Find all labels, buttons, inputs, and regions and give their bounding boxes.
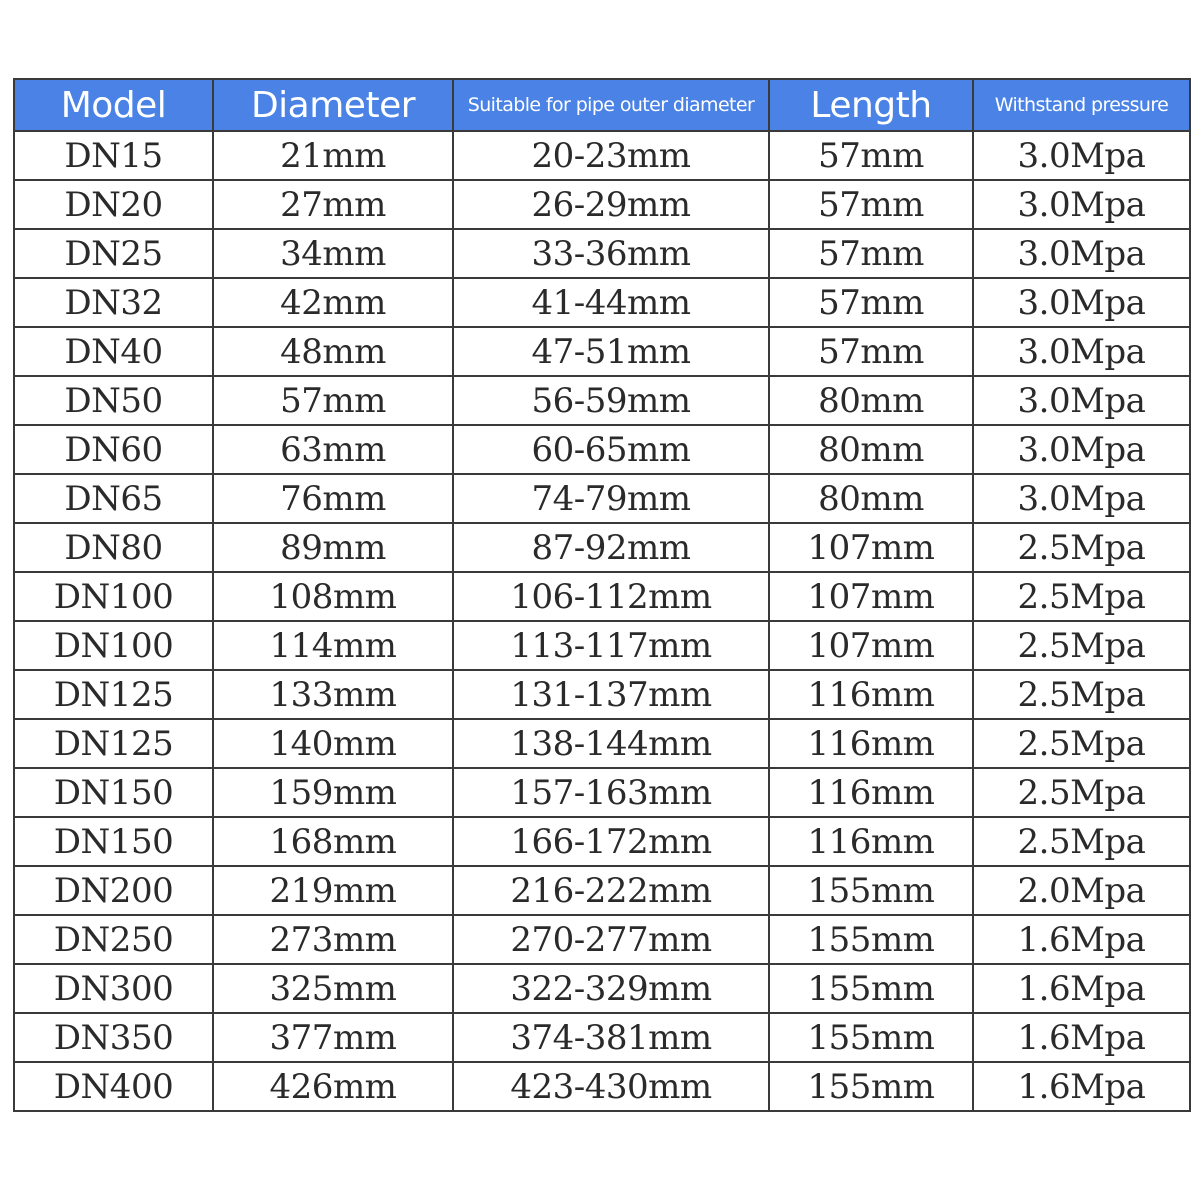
suitable-diameter-cell: 166-172mm [453,817,769,866]
pressure-cell: 3.0Mpa [973,278,1190,327]
diameter-cell: 76mm [213,474,453,523]
length-cell: 155mm [769,1062,973,1111]
pressure-cell: 1.6Mpa [973,915,1190,964]
length-cell: 107mm [769,621,973,670]
suitable-diameter-cell: 138-144mm [453,719,769,768]
pressure-cell: 2.5Mpa [973,817,1190,866]
pressure-cell: 3.0Mpa [973,131,1190,180]
table-row [14,327,1190,376]
length-cell: 80mm [769,474,973,523]
suitable-diameter-cell: 47-51mm [453,327,769,376]
pressure-cell: 2.5Mpa [973,523,1190,572]
length-cell: 107mm [769,572,973,621]
diameter-cell: 325mm [213,964,453,1013]
pressure-cell: 2.5Mpa [973,768,1190,817]
length-cell: 155mm [769,866,973,915]
suitable-diameter-cell: 113-117mm [453,621,769,670]
table-row [14,621,1190,670]
header-length: Length [769,79,973,131]
length-cell: 80mm [769,376,973,425]
table-row [14,1013,1190,1062]
model-cell: DN150 [14,768,213,817]
header-withstand-pressure: Withstand pressure [973,79,1190,131]
table-row [14,768,1190,817]
length-cell: 116mm [769,719,973,768]
suitable-diameter-cell: 270-277mm [453,915,769,964]
suitable-diameter-cell: 87-92mm [453,523,769,572]
pressure-cell: 1.6Mpa [973,1062,1190,1111]
model-cell: DN125 [14,719,213,768]
pressure-cell: 2.5Mpa [973,621,1190,670]
model-cell: DN400 [14,1062,213,1111]
pressure-cell: 1.6Mpa [973,1013,1190,1062]
suitable-diameter-cell: 33-36mm [453,229,769,278]
model-cell: DN100 [14,572,213,621]
table-row [14,131,1190,180]
length-cell: 57mm [769,131,973,180]
suitable-diameter-cell: 423-430mm [453,1062,769,1111]
pressure-cell: 3.0Mpa [973,425,1190,474]
header-diameter: Diameter [213,79,453,131]
model-cell: DN65 [14,474,213,523]
diameter-cell: 108mm [213,572,453,621]
diameter-cell: 34mm [213,229,453,278]
diameter-cell: 133mm [213,670,453,719]
length-cell: 155mm [769,1013,973,1062]
table-body [14,131,1190,1111]
table-row [14,523,1190,572]
suitable-diameter-cell: 157-163mm [453,768,769,817]
table-row [14,278,1190,327]
pressure-cell: 2.0Mpa [973,866,1190,915]
header-suitable-pipe-diameter: Suitable for pipe outer diameter [453,79,769,131]
table-header [14,79,1190,131]
diameter-cell: 273mm [213,915,453,964]
suitable-diameter-cell: 216-222mm [453,866,769,915]
diameter-cell: 114mm [213,621,453,670]
suitable-diameter-cell: 131-137mm [453,670,769,719]
table-row [14,376,1190,425]
spec-table [13,78,1191,1112]
table-row [14,964,1190,1013]
model-cell: DN150 [14,817,213,866]
table-row [14,229,1190,278]
diameter-cell: 377mm [213,1013,453,1062]
suitable-diameter-cell: 322-329mm [453,964,769,1013]
table-row [14,474,1190,523]
model-cell: DN32 [14,278,213,327]
model-cell: DN50 [14,376,213,425]
table-row [14,572,1190,621]
model-cell: DN100 [14,621,213,670]
length-cell: 116mm [769,817,973,866]
length-cell: 80mm [769,425,973,474]
model-cell: DN25 [14,229,213,278]
pressure-cell: 3.0Mpa [973,327,1190,376]
suitable-diameter-cell: 41-44mm [453,278,769,327]
diameter-cell: 89mm [213,523,453,572]
suitable-diameter-cell: 374-381mm [453,1013,769,1062]
pressure-cell: 1.6Mpa [973,964,1190,1013]
pressure-cell: 3.0Mpa [973,180,1190,229]
model-cell: DN15 [14,131,213,180]
length-cell: 155mm [769,915,973,964]
diameter-cell: 42mm [213,278,453,327]
length-cell: 57mm [769,327,973,376]
diameter-cell: 159mm [213,768,453,817]
table-row [14,915,1190,964]
model-cell: DN350 [14,1013,213,1062]
length-cell: 107mm [769,523,973,572]
length-cell: 155mm [769,964,973,1013]
model-cell: DN250 [14,915,213,964]
diameter-cell: 21mm [213,131,453,180]
model-cell: DN80 [14,523,213,572]
table-row [14,1062,1190,1111]
suitable-diameter-cell: 26-29mm [453,180,769,229]
table-row [14,425,1190,474]
length-cell: 57mm [769,278,973,327]
pressure-cell: 2.5Mpa [973,719,1190,768]
model-cell: DN60 [14,425,213,474]
pressure-cell: 3.0Mpa [973,474,1190,523]
suitable-diameter-cell: 60-65mm [453,425,769,474]
diameter-cell: 168mm [213,817,453,866]
diameter-cell: 27mm [213,180,453,229]
diameter-cell: 219mm [213,866,453,915]
pressure-cell: 2.5Mpa [973,670,1190,719]
suitable-diameter-cell: 106-112mm [453,572,769,621]
table-row [14,180,1190,229]
diameter-cell: 140mm [213,719,453,768]
length-cell: 116mm [769,768,973,817]
length-cell: 57mm [769,229,973,278]
pressure-cell: 3.0Mpa [973,376,1190,425]
diameter-cell: 426mm [213,1062,453,1111]
table-row [14,719,1190,768]
length-cell: 116mm [769,670,973,719]
model-cell: DN20 [14,180,213,229]
pressure-cell: 2.5Mpa [973,572,1190,621]
suitable-diameter-cell: 74-79mm [453,474,769,523]
suitable-diameter-cell: 20-23mm [453,131,769,180]
table-row [14,866,1190,915]
diameter-cell: 57mm [213,376,453,425]
model-cell: DN200 [14,866,213,915]
model-cell: DN125 [14,670,213,719]
table-row [14,817,1190,866]
length-cell: 57mm [769,180,973,229]
model-cell: DN300 [14,964,213,1013]
header-model: Model [14,79,213,131]
pressure-cell: 3.0Mpa [973,229,1190,278]
diameter-cell: 48mm [213,327,453,376]
model-cell: DN40 [14,327,213,376]
diameter-cell: 63mm [213,425,453,474]
header-row [14,79,1190,131]
suitable-diameter-cell: 56-59mm [453,376,769,425]
table-row [14,670,1190,719]
